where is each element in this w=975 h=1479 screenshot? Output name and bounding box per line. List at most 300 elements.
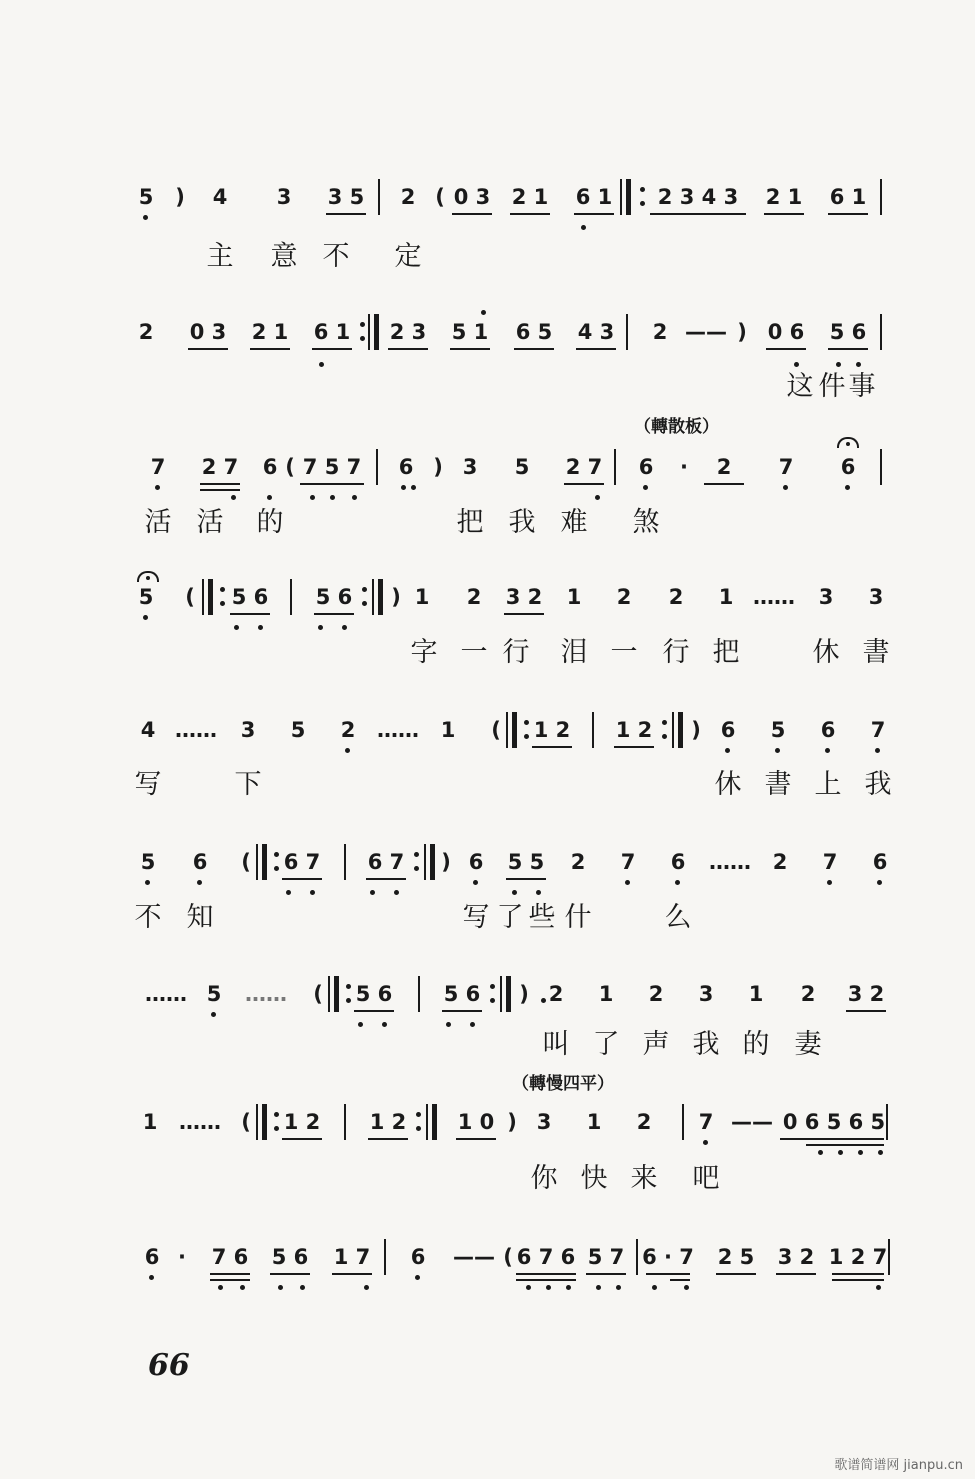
low-octave-dot (643, 485, 648, 490)
beam (450, 348, 490, 350)
note: 2 (616, 585, 632, 609)
low-octave-dot (415, 1275, 420, 1280)
note: 2 (800, 982, 816, 1006)
note: 2 (772, 850, 788, 874)
paren: ( (241, 1110, 251, 1134)
note: 6 (638, 455, 654, 479)
repeat-dots (346, 982, 352, 1008)
barline (888, 1239, 890, 1275)
lyric-char: 叫 (542, 1029, 570, 1060)
note: 2 (636, 1110, 652, 1134)
note: 2 (652, 320, 668, 344)
beam (576, 348, 616, 350)
lyric-char: 我 (864, 769, 892, 800)
beam (442, 1010, 482, 1012)
beam (510, 213, 550, 215)
note: 5 6 (315, 585, 353, 609)
beam (846, 1010, 886, 1012)
repeat-barline (208, 579, 213, 615)
low-octave-dot (783, 485, 788, 490)
dotted-extension: …… (245, 982, 287, 1006)
note: 2 3 (389, 320, 427, 344)
low-octave-dot (364, 1285, 369, 1290)
note: 1 (566, 585, 582, 609)
note: 2 (466, 585, 482, 609)
note: 5 (514, 455, 530, 479)
note: 1 (718, 585, 734, 609)
note: 6 (720, 718, 736, 742)
paren: ( (491, 718, 501, 742)
beam (514, 348, 554, 350)
repeat-barline (328, 976, 330, 1012)
note: 3 5 (327, 185, 365, 209)
note: 1 2 (615, 718, 653, 742)
lyric-char: 这 (786, 371, 814, 402)
dash: —— (731, 1110, 773, 1134)
lyric-char: 書 (764, 769, 792, 800)
note: 1 (586, 1110, 602, 1134)
low-octave-dot (345, 748, 350, 753)
paren: ) (433, 455, 443, 479)
low-octave-dot (526, 1285, 531, 1290)
note: 5 (138, 585, 154, 609)
beam (504, 613, 544, 615)
note: 1 (414, 585, 430, 609)
note: 4 3 (577, 320, 615, 344)
beam (806, 1144, 884, 1146)
note: 7 (870, 718, 886, 742)
beam (828, 348, 868, 350)
repeat-dots (414, 850, 420, 876)
barline (880, 449, 882, 485)
note: 0 6 5 6 5 (782, 1110, 886, 1134)
low-octave-dot (310, 495, 315, 500)
repeat-dots (524, 718, 530, 744)
low-octave-dot (197, 880, 202, 885)
beam (766, 348, 806, 350)
note: 2 1 (511, 185, 549, 209)
lyric-char: 妻 (794, 1029, 822, 1060)
note: 2 7 (201, 455, 239, 479)
low-octave-dot (394, 890, 399, 895)
beam (650, 213, 746, 215)
lyric-char: 难 (560, 507, 588, 538)
note: 7 6 (211, 1245, 249, 1269)
lyric-char: 行 (502, 637, 530, 668)
low-octave-dot (625, 880, 630, 885)
note: 5 6 (271, 1245, 309, 1269)
fermata-icon (137, 571, 159, 582)
lyric-char: 快 (580, 1163, 608, 1194)
repeat-barline (626, 179, 631, 215)
note: 4 (212, 185, 228, 209)
beam (670, 1279, 690, 1281)
barline (682, 1104, 684, 1140)
lyric-char: 了 (592, 1029, 620, 1060)
note: 3 (276, 185, 292, 209)
lyric-char: 知 (186, 902, 214, 933)
barline (886, 1104, 888, 1140)
note: 3 2 (777, 1245, 815, 1269)
low-octave-dot (278, 1285, 283, 1290)
low-octave-dot (382, 1022, 387, 1027)
repeat-barline (424, 844, 426, 880)
low-octave-dot (318, 625, 323, 630)
note: 3 2 (847, 982, 885, 1006)
paren: ) (737, 320, 747, 344)
beam (704, 483, 744, 485)
low-octave-dot (446, 1022, 451, 1027)
note: 5 7 (587, 1245, 625, 1269)
note: 5 5 (507, 850, 545, 874)
beam (516, 1279, 576, 1281)
lyric-char: 活 (196, 507, 224, 538)
note: 6 (468, 850, 484, 874)
beam (366, 878, 406, 880)
note: 3 (868, 585, 884, 609)
note: 6 (398, 455, 414, 479)
note: 7 (150, 455, 166, 479)
lyric-char: 上 (814, 769, 842, 800)
lyric-char: 一 (610, 637, 638, 668)
beam (354, 1010, 394, 1012)
beam (200, 489, 240, 491)
repeat-dots (274, 1110, 280, 1136)
low-octave-dot (143, 615, 148, 620)
lyric-char: 書 (862, 637, 890, 668)
dotted-extension: …… (377, 718, 419, 742)
beam (452, 213, 492, 215)
low-octave-dot (300, 1285, 305, 1290)
paren: ) (175, 185, 185, 209)
low-octave-dot (211, 1012, 216, 1017)
low-octave-dot (775, 748, 780, 753)
barline (626, 314, 628, 350)
note: 1 (142, 1110, 158, 1134)
barline (880, 179, 882, 215)
low-octave-dot (596, 1285, 601, 1290)
low-octave-dot (856, 362, 861, 367)
note: 6 (670, 850, 686, 874)
paren: ( (185, 585, 195, 609)
lyric-char: 声 (642, 1029, 670, 1060)
low-octave-dot (258, 625, 263, 630)
note: 7 (698, 1110, 714, 1134)
paren: ( (313, 982, 323, 1006)
note: 3 (818, 585, 834, 609)
note: 2 (716, 455, 732, 479)
barline (344, 844, 346, 880)
lyric-char: 泪 (560, 637, 588, 668)
augmentation-dot: · (680, 455, 688, 479)
repeat-barline (374, 314, 379, 350)
repeat-barline (334, 976, 339, 1012)
low-octave-dot (675, 880, 680, 885)
note: 7 (620, 850, 636, 874)
note: 2 (648, 982, 664, 1006)
repeat-dots (274, 850, 280, 876)
note: 5 (140, 850, 156, 874)
note: 6 1 (575, 185, 613, 209)
low-octave-dot (541, 998, 546, 1003)
lyric-char: 写 (134, 769, 162, 800)
beam (326, 213, 366, 215)
beam (282, 878, 322, 880)
note: 5 (206, 982, 222, 1006)
low-octave-dot (330, 495, 335, 500)
paren: ( (241, 850, 251, 874)
lyric-char: 不 (134, 902, 162, 933)
low-octave-dot (319, 362, 324, 367)
low-octave-dot (858, 1150, 863, 1155)
dash: —— (453, 1245, 495, 1269)
note: 6 7 (283, 850, 321, 874)
dotted-extension: …… (145, 982, 187, 1006)
low-octave-dot (845, 485, 850, 490)
barline (376, 449, 378, 485)
low-octave-dot (546, 1285, 551, 1290)
note: 2 (400, 185, 416, 209)
paren: ) (507, 1110, 517, 1134)
repeat-barline (672, 712, 674, 748)
low-octave-dot (581, 225, 586, 230)
beam (368, 1138, 408, 1140)
note: 5 (770, 718, 786, 742)
low-octave-dot (218, 1285, 223, 1290)
low-octave-dot (684, 1285, 689, 1290)
beam (516, 1273, 576, 1275)
paren: ( (503, 1245, 513, 1269)
lyric-char: 意 (270, 241, 298, 272)
dotted-extension: …… (175, 718, 217, 742)
lyric-char: 把 (456, 507, 484, 538)
lyric-char: 我 (508, 507, 536, 538)
lyric-char: 字 (410, 637, 438, 668)
lyric-char: 了 (496, 902, 524, 933)
note: 0 6 (767, 320, 805, 344)
beam (574, 213, 614, 215)
lyric-char: 的 (742, 1029, 770, 1060)
low-octave-dot (470, 1022, 475, 1027)
dotted-extension: …… (753, 585, 795, 609)
low-octave-dot (825, 748, 830, 753)
note: 5 6 (231, 585, 269, 609)
note: 6 7 (367, 850, 405, 874)
note: 2 (548, 982, 564, 1006)
lyric-char: 下 (234, 769, 262, 800)
note: 0 3 (453, 185, 491, 209)
note: 0 3 (189, 320, 227, 344)
note: 5 6 (829, 320, 867, 344)
low-octave-dot (836, 362, 841, 367)
note: 5 (290, 718, 306, 742)
note: 1 (598, 982, 614, 1006)
lyric-char: 我 (692, 1029, 720, 1060)
beam (312, 348, 352, 350)
repeat-barline (372, 579, 374, 615)
note: 2 (570, 850, 586, 874)
note: 1 2 7 (828, 1245, 888, 1269)
barline (614, 449, 616, 485)
beam (230, 613, 270, 615)
note: 6 (144, 1245, 160, 1269)
low-octave-dot (875, 748, 880, 753)
barline (636, 1239, 638, 1275)
tempo-marking: （轉散板） (634, 417, 719, 437)
low-octave-dot (342, 625, 347, 630)
low-octave-dot (411, 485, 416, 490)
low-octave-dot (827, 880, 832, 885)
barline (378, 179, 380, 215)
note: 1 2 (533, 718, 571, 742)
barline (880, 314, 882, 350)
beam (210, 1279, 250, 1281)
lyric-char: 把 (712, 637, 740, 668)
barline (344, 1104, 346, 1140)
note: 1 0 (457, 1110, 495, 1134)
repeat-barline (506, 712, 508, 748)
lyric-char: 休 (812, 637, 840, 668)
note: 2 (340, 718, 356, 742)
repeat-dots (220, 585, 226, 611)
note: 1 (440, 718, 456, 742)
low-octave-dot (838, 1150, 843, 1155)
dotted-extension: …… (709, 850, 751, 874)
repeat-dots (640, 185, 646, 211)
repeat-barline (368, 314, 370, 350)
paren: ( (435, 185, 445, 209)
low-octave-dot (652, 1285, 657, 1290)
beam (314, 613, 354, 615)
note: 1 7 (333, 1245, 371, 1269)
note: 6 (820, 718, 836, 742)
paren: ) (519, 982, 529, 1006)
beam (300, 483, 364, 485)
beam (716, 1273, 756, 1275)
repeat-barline (256, 844, 258, 880)
beam (250, 348, 290, 350)
lyric-char: 行 (662, 637, 690, 668)
lyric-char: 件 (818, 371, 846, 402)
beam (564, 483, 604, 485)
repeat-barline (430, 844, 435, 880)
low-octave-dot (358, 1022, 363, 1027)
note: 1 (748, 982, 764, 1006)
note: 2 1 (765, 185, 803, 209)
note: 6 (840, 455, 856, 479)
dash: —— (685, 320, 727, 344)
note: 2 5 (717, 1245, 755, 1269)
watermark: 歌谱简谱网 jianpu.cn (834, 1458, 963, 1473)
note: 6 (192, 850, 208, 874)
lyric-char: 活 (144, 507, 172, 538)
note: 2 1 (251, 320, 289, 344)
beam (532, 746, 572, 748)
beam (506, 878, 546, 880)
low-octave-dot (818, 1150, 823, 1155)
lyric-char: 煞 (632, 507, 660, 538)
note: 5 6 (443, 982, 481, 1006)
beam (586, 1273, 626, 1275)
note: 1 2 (369, 1110, 407, 1134)
note: 3 (240, 718, 256, 742)
beam (388, 348, 428, 350)
beam (764, 213, 804, 215)
note: 2 (668, 585, 684, 609)
lyric-char: 吧 (692, 1163, 720, 1194)
fermata-icon (837, 437, 859, 448)
note: 6 7 6 (516, 1245, 576, 1269)
page-number: 66 (148, 1348, 190, 1383)
lyric-char: 的 (256, 507, 284, 538)
repeat-barline (500, 976, 502, 1012)
note: 3 (536, 1110, 552, 1134)
lyric-char: 不 (322, 241, 350, 272)
beam (832, 1273, 884, 1275)
low-octave-dot (536, 890, 541, 895)
low-octave-dot (878, 1150, 883, 1155)
low-octave-dot (286, 890, 291, 895)
low-octave-dot (143, 215, 148, 220)
low-octave-dot (595, 495, 600, 500)
low-octave-dot (149, 1275, 154, 1280)
lyric-char: 一 (460, 637, 488, 668)
repeat-barline (426, 1104, 428, 1140)
repeat-dots (416, 1110, 422, 1136)
low-octave-dot (267, 495, 272, 500)
low-octave-dot (234, 625, 239, 630)
beam (614, 746, 654, 748)
low-octave-dot (352, 495, 357, 500)
low-octave-dot (370, 890, 375, 895)
low-octave-dot (725, 748, 730, 753)
note: 6 · 7 (642, 1245, 694, 1269)
repeat-dots (360, 320, 366, 346)
note: 6 (262, 455, 278, 479)
note: 6 (410, 1245, 426, 1269)
note: 5 1 (451, 320, 489, 344)
low-octave-dot (703, 1140, 708, 1145)
barline (592, 712, 594, 748)
repeat-barline (506, 976, 511, 1012)
paren: ) (391, 585, 401, 609)
note: 3 (698, 982, 714, 1006)
low-octave-dot (310, 890, 315, 895)
low-octave-dot (876, 1285, 881, 1290)
low-octave-dot (877, 880, 882, 885)
note: 4 (140, 718, 156, 742)
paren: ) (691, 718, 701, 742)
repeat-barline (378, 579, 383, 615)
note: 3 (462, 455, 478, 479)
repeat-dots (662, 718, 668, 744)
repeat-barline (620, 179, 622, 215)
repeat-barline (512, 712, 517, 748)
low-octave-dot (155, 485, 160, 490)
note: 2 3 4 3 (657, 185, 739, 209)
lyric-char: 来 (630, 1163, 658, 1194)
repeat-barline (678, 712, 683, 748)
repeat-barline (256, 1104, 258, 1140)
lyric-char: 主 (206, 241, 234, 272)
lyric-char: 事 (848, 371, 876, 402)
beam (780, 1138, 884, 1140)
beam (646, 1273, 690, 1275)
lyric-char: 定 (394, 241, 422, 272)
augmentation-dot: · (178, 1245, 186, 1269)
lyric-char: 些 (528, 902, 556, 933)
tempo-marking: （轉慢四平） (512, 1074, 614, 1094)
